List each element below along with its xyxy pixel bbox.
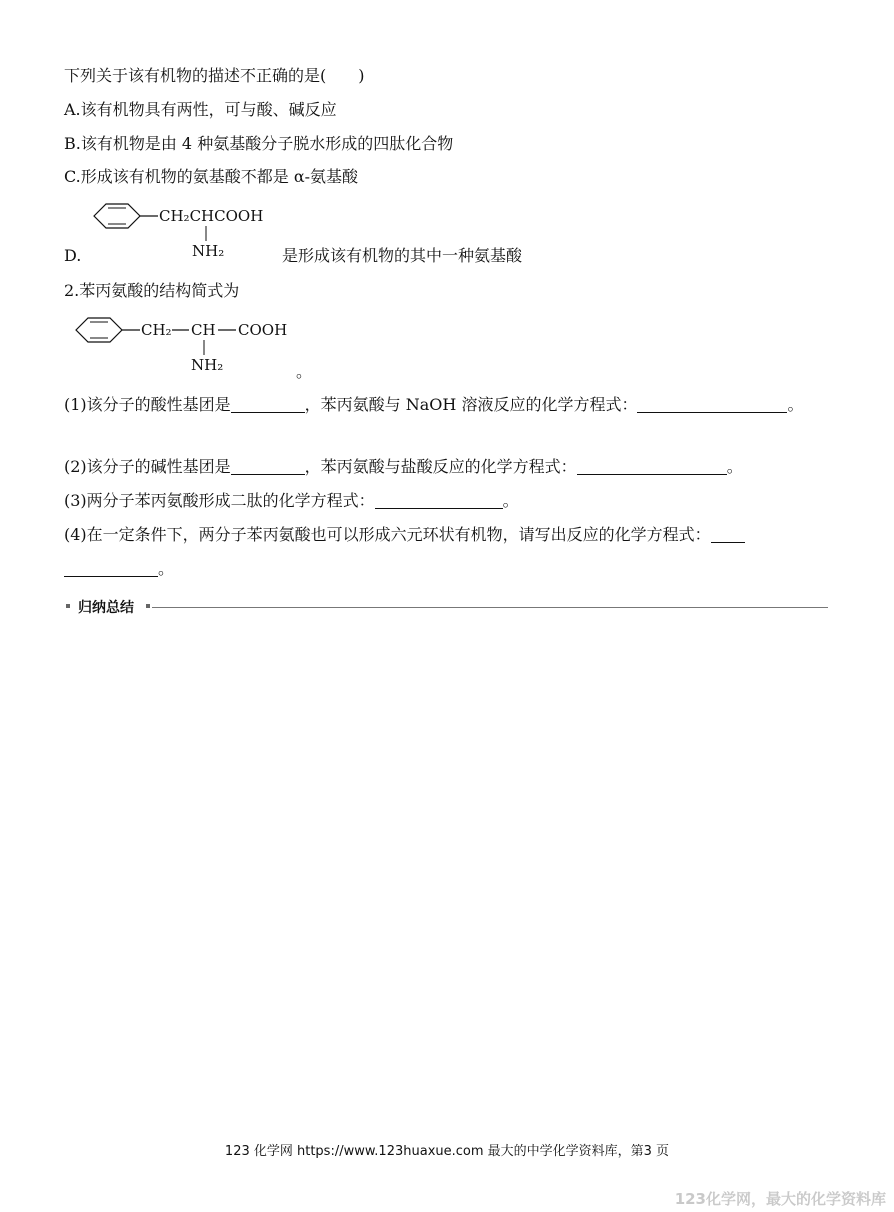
struct-cooh: COOH <box>238 321 288 339</box>
section-title: 归纳总结 <box>78 600 134 616</box>
part-2 <box>64 457 743 477</box>
option-d-label: D. <box>64 246 82 265</box>
option-d-text: 是形成该有机物的其中一种氨基酸 <box>282 246 523 265</box>
answer-blank-2b[interactable] <box>577 458 727 475</box>
answer-blank-1b[interactable] <box>637 396 787 413</box>
structure-period: 。 <box>296 362 313 381</box>
section-rule <box>152 607 828 608</box>
part-2-a: (2)该分子的碱性基团是 <box>64 457 231 476</box>
struct-amino: NH₂ <box>191 356 224 374</box>
part-2-b: ，苯丙氨酸与盐酸反应的化学方程式： <box>304 457 577 476</box>
phenylalanine-structure <box>70 310 300 376</box>
part-4-end: 。 <box>158 559 175 578</box>
d-struct-chain: CH₂CHCOOH <box>159 207 264 225</box>
answer-blank-1a[interactable] <box>231 396 305 413</box>
answer-blank-2a[interactable] <box>231 458 305 475</box>
option-a: A.该有机物具有两性，可与酸、碱反应 <box>64 100 337 119</box>
bullet-square-icon <box>146 604 150 608</box>
q2-intro: 2.苯丙氨酸的结构简式为 <box>64 281 240 300</box>
struct-ch: CH <box>191 321 216 339</box>
option-d-structure <box>88 198 288 264</box>
question-intro: 下列关于该有机物的描述不正确的是( ) <box>64 66 365 85</box>
part-1-a: (1)该分子的酸性基团是 <box>64 395 231 414</box>
part-1 <box>64 395 803 415</box>
part-3-a: (3)两分子苯丙氨酸形成二肽的化学方程式： <box>64 491 375 510</box>
part-1-b: ，苯丙氨酸与 NaOH 溶液反应的化学方程式： <box>304 395 638 414</box>
part-4 <box>64 525 745 545</box>
summary-section-header <box>64 598 828 618</box>
bullet-square-icon <box>66 604 70 608</box>
part-4-a: (4)在一定条件下，两分子苯丙氨酸也可以形成六元环状有机物，请写出反应的化学方程式： <box>64 525 711 544</box>
part-3 <box>64 491 519 511</box>
option-c: C.形成该有机物的氨基酸不都是 α-氨基酸 <box>64 167 359 186</box>
option-b: B.该有机物是由 4 种氨基酸分子脱水形成的四肽化合物 <box>64 134 454 153</box>
part-3-end: 。 <box>502 491 519 510</box>
answer-blank-4a[interactable] <box>711 526 745 543</box>
page-footer: 123 化学网 https://www.123huaxue.com 最大的中学化学资料库，第3 页 <box>224 1144 670 1159</box>
answer-blank-3[interactable] <box>375 492 503 509</box>
d-struct-amino: NH₂ <box>192 242 225 260</box>
watermark: 123化学网，最大的化学资料库 <box>674 1190 886 1208</box>
part-1-end: 。 <box>787 395 804 414</box>
answer-blank-4b[interactable] <box>64 560 158 577</box>
part-2-end: 。 <box>726 457 743 476</box>
struct-ch2: CH₂ <box>141 321 172 339</box>
part-4-continued <box>64 559 174 579</box>
